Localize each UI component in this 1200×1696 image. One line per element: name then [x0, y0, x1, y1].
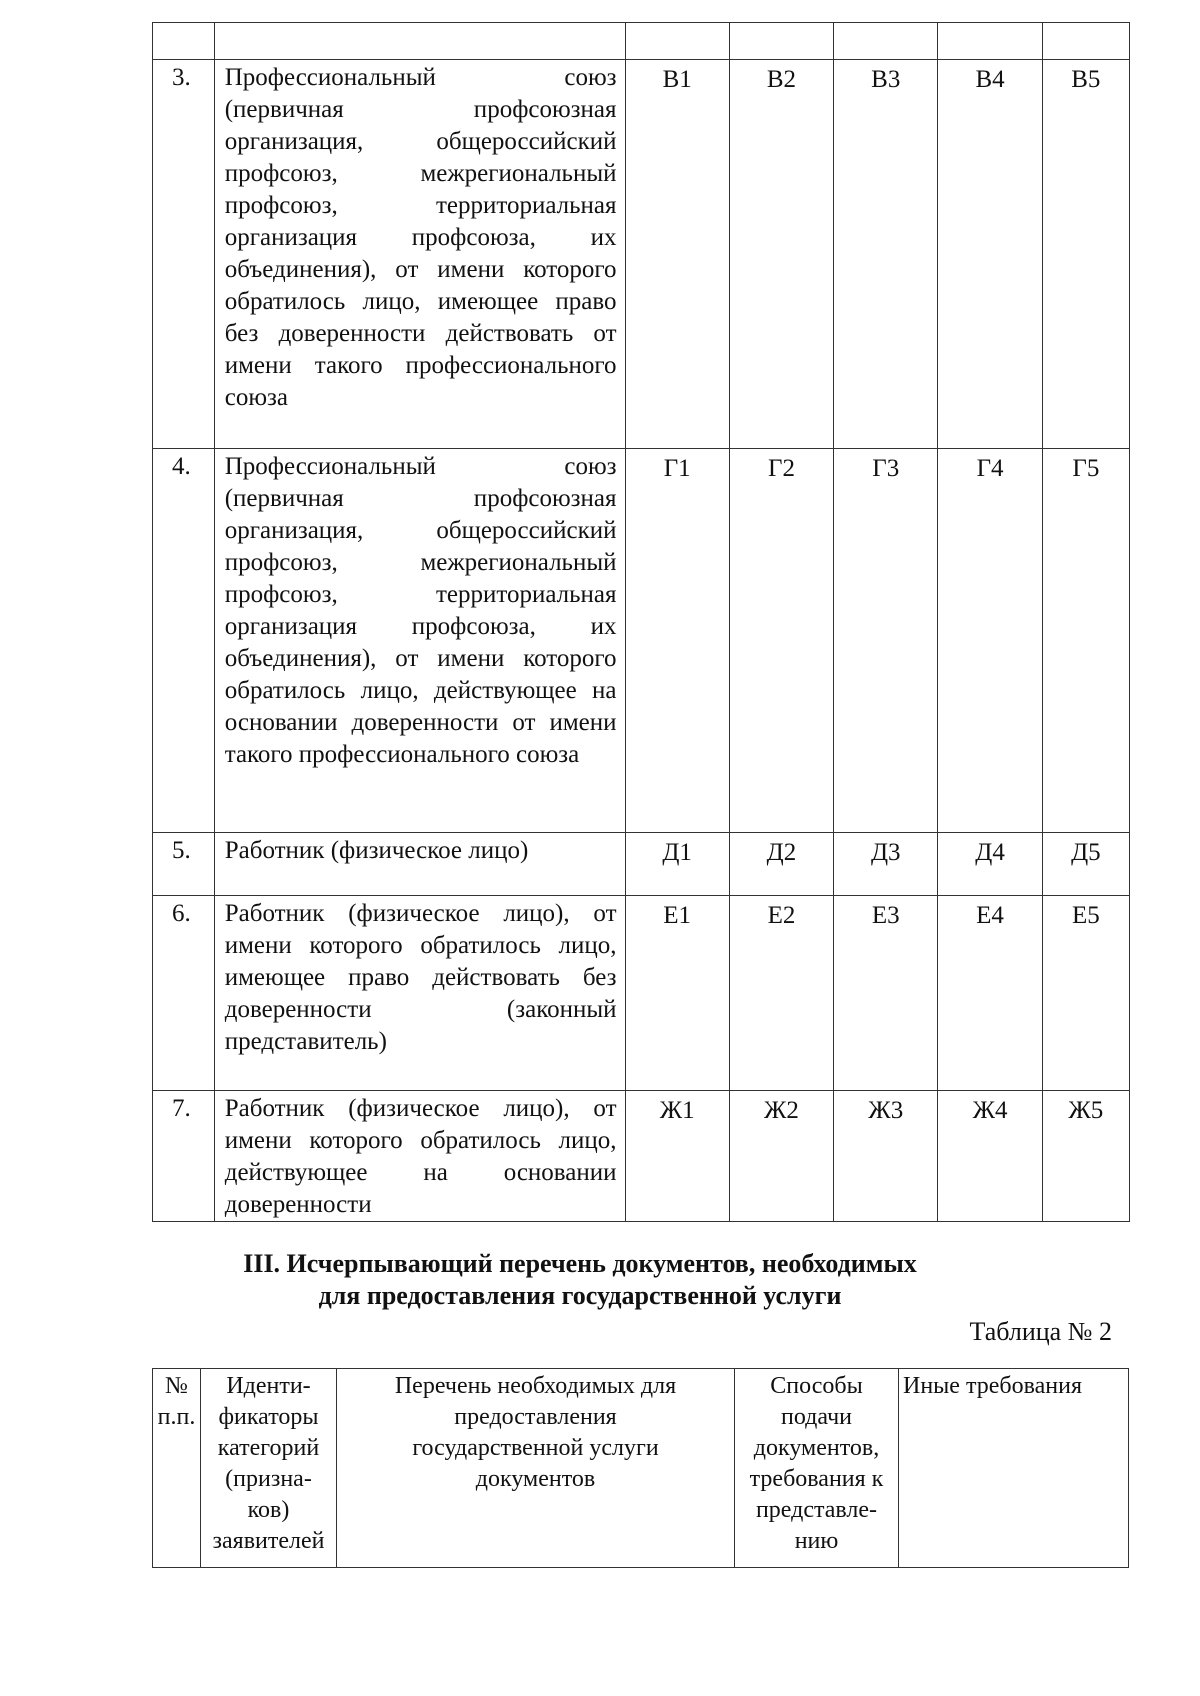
- identifier-code: В4: [938, 60, 1042, 449]
- identifier-code: Г3: [834, 449, 938, 833]
- applicant-categories-table: [152, 22, 1130, 1222]
- identifier-code: Г2: [729, 449, 833, 833]
- applicant-category: Работник (физическое лицо): [214, 833, 625, 896]
- header-other-requirements: Иные требования: [899, 1369, 1129, 1568]
- row-number: 6.: [153, 896, 215, 1091]
- identifier-code: Г1: [625, 449, 729, 833]
- identifier-code: Ж1: [625, 1091, 729, 1222]
- table-row: [153, 449, 1130, 833]
- table-row: [153, 896, 1130, 1091]
- applicant-category: Профессиональный союз (первичная профсоюзная организация, общероссийский профсоюз, межрегиональный профсоюз, территориальная организация профсоюза, их объединения), от имени которого обратилось лицо, имеющее право без доверенности действовать от имени такого профессионального союза: [214, 60, 625, 449]
- section-heading: [200, 1248, 960, 1312]
- header-number: № п.п.: [153, 1369, 201, 1568]
- identifier-code: В1: [625, 60, 729, 449]
- header-identifiers: Иденти- фикаторы категорий (призна- ков) заявителей: [201, 1369, 337, 1568]
- identifier-code: Д2: [729, 833, 833, 896]
- table-row: [153, 60, 1130, 449]
- header-submission-methods: Способы подачи документов, требования к представле- нию: [735, 1369, 899, 1568]
- identifier-code: Е5: [1042, 896, 1129, 1091]
- applicant-category: Профессиональный союз (первичная профсоюзная организация, общероссийский профсоюз, межрегиональный профсоюз, территориальная организация профсоюза, их объединения), от имени которого обратилось лицо, действующее на основании доверенности от имени такого профессионального союза: [214, 449, 625, 833]
- identifier-code: Ж5: [1042, 1091, 1129, 1222]
- identifier-code: Д4: [938, 833, 1042, 896]
- documents-table: [152, 1368, 1129, 1568]
- identifier-code: Е1: [625, 896, 729, 1091]
- identifier-code: В3: [834, 60, 938, 449]
- identifier-code: Ж4: [938, 1091, 1042, 1222]
- identifier-code: Е3: [834, 896, 938, 1091]
- identifier-code: Ж2: [729, 1091, 833, 1222]
- identifier-code: Г4: [938, 449, 1042, 833]
- table-row: [153, 1091, 1130, 1222]
- identifier-code: Д5: [1042, 833, 1129, 896]
- identifier-code: Д1: [625, 833, 729, 896]
- row-number: 4.: [153, 449, 215, 833]
- row-number: 3.: [153, 60, 215, 449]
- table-label: Таблица № 2: [969, 1317, 1112, 1346]
- identifier-code: Ж3: [834, 1091, 938, 1222]
- applicant-category: Работник (физическое лицо), от имени которого обратилось лицо, действующее на основании доверенности: [214, 1091, 625, 1222]
- table-header-remnant-row: [153, 23, 1130, 60]
- identifier-code: Е2: [729, 896, 833, 1091]
- row-number: 7.: [153, 1091, 215, 1222]
- section-heading-line: III. Исчерпывающий перечень документов, необходимых: [243, 1249, 917, 1278]
- table-row: [153, 833, 1130, 896]
- section-heading-line: для предоставления государственной услуги: [318, 1281, 842, 1310]
- header-documents-list: Перечень необходимых для предоставления государственной услуги документов: [337, 1369, 735, 1568]
- identifier-code: Е4: [938, 896, 1042, 1091]
- row-number: 5.: [153, 833, 215, 896]
- identifier-code: Д3: [834, 833, 938, 896]
- identifier-code: В5: [1042, 60, 1129, 449]
- identifier-code: В2: [729, 60, 833, 449]
- identifier-code: Г5: [1042, 449, 1129, 833]
- applicant-category: Работник (физическое лицо), от имени которого обратилось лицо, имеющее право действовать без доверенности (законный представитель): [214, 896, 625, 1091]
- table-header-row: [153, 1369, 1129, 1568]
